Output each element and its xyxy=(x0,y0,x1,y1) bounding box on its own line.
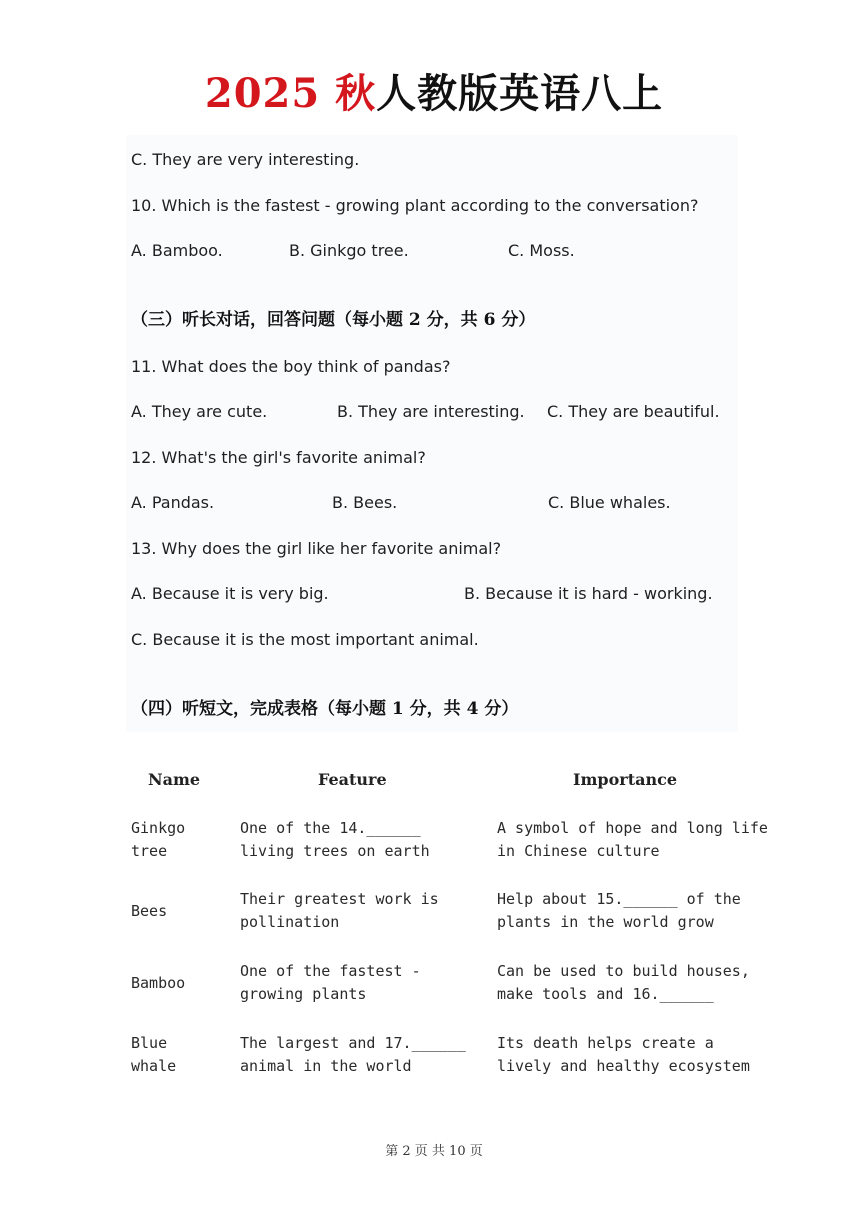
title-main: 人教版英语八上 xyxy=(376,70,664,117)
row3-importance-line2: make tools and 16.______ xyxy=(497,985,714,1003)
q10-option-c: C. Moss. xyxy=(508,241,575,260)
q13-option-c: C. Because it is the most important animal. xyxy=(131,630,479,649)
row2-name: Bees xyxy=(131,902,168,920)
row1-importance-line2: in Chinese culture xyxy=(497,842,660,860)
q12-option-c: C. Blue whales. xyxy=(548,493,671,512)
row3-importance-line1: Can be used to build houses, xyxy=(497,962,750,980)
q13-stem: 13. Why does the girl like her favorite animal? xyxy=(131,539,502,558)
row4-importance-line2: lively and healthy ecosystem xyxy=(497,1057,750,1075)
table-header-feature: Feature xyxy=(318,770,387,789)
row4-importance-line1: Its death helps create a xyxy=(497,1034,714,1052)
row3-feature-line1: One of the fastest - xyxy=(240,962,421,980)
q13-option-b: B. Because it is hard - working. xyxy=(464,584,713,603)
table-header-importance: Importance xyxy=(573,770,678,789)
q11-option-b: B. They are interesting. xyxy=(337,402,525,421)
row2-feature-line1: Their greatest work is xyxy=(240,890,439,908)
q12-option-b: B. Bees. xyxy=(332,493,398,512)
row1-importance-line1: A symbol of hope and long life xyxy=(497,819,768,837)
q11-stem: 11. What does the boy think of pandas? xyxy=(131,357,451,376)
row3-feature-line2: growing plants xyxy=(240,985,367,1003)
q13-option-a: A. Because it is very big. xyxy=(131,584,329,603)
section4-heading: （四）听短文，完成表格（每小题 1 分，共 4 分） xyxy=(131,699,519,719)
table-header-name: Name xyxy=(148,770,201,789)
q11-option-a: A. They are cute. xyxy=(131,402,268,421)
q10-option-b: B. Ginkgo tree. xyxy=(289,241,409,260)
row1-feature-line2: living trees on earth xyxy=(240,842,430,860)
row4-feature-line1: The largest and 17.______ xyxy=(240,1034,466,1052)
page-title xyxy=(0,62,868,119)
section3-heading: （三）听长对话，回答问题（每小题 2 分，共 6 分） xyxy=(131,310,536,330)
q11-option-c: C. They are beautiful. xyxy=(547,402,720,421)
row2-importance-line1: Help about 15.______ of the xyxy=(497,890,741,908)
q10-stem: 10. Which is the fastest - growing plant according to the conversation? xyxy=(131,196,699,215)
row2-importance-line2: plants in the world grow xyxy=(497,913,714,931)
page-number: 第 2 页 共 10 页 xyxy=(385,1144,483,1159)
row2-feature-line2: pollination xyxy=(240,913,340,931)
q12-option-a: A. Pandas. xyxy=(131,493,215,512)
row3-name: Bamboo xyxy=(131,974,186,992)
q10-option-a: A. Bamboo. xyxy=(131,241,223,260)
row1-feature-line1: One of the 14.______ xyxy=(240,819,421,837)
q9-option-c: C. They are very interesting. xyxy=(131,150,360,169)
row4-name-line2: whale xyxy=(131,1057,177,1075)
row4-name-line1: Blue xyxy=(131,1034,168,1052)
title-year: 2025 秋 xyxy=(204,70,377,117)
row1-name-line1: Ginkgo xyxy=(131,819,186,837)
row1-name-line2: tree xyxy=(131,842,168,860)
q12-stem: 12. What's the girl's favorite animal? xyxy=(131,448,426,467)
row4-feature-line2: animal in the world xyxy=(240,1057,412,1075)
